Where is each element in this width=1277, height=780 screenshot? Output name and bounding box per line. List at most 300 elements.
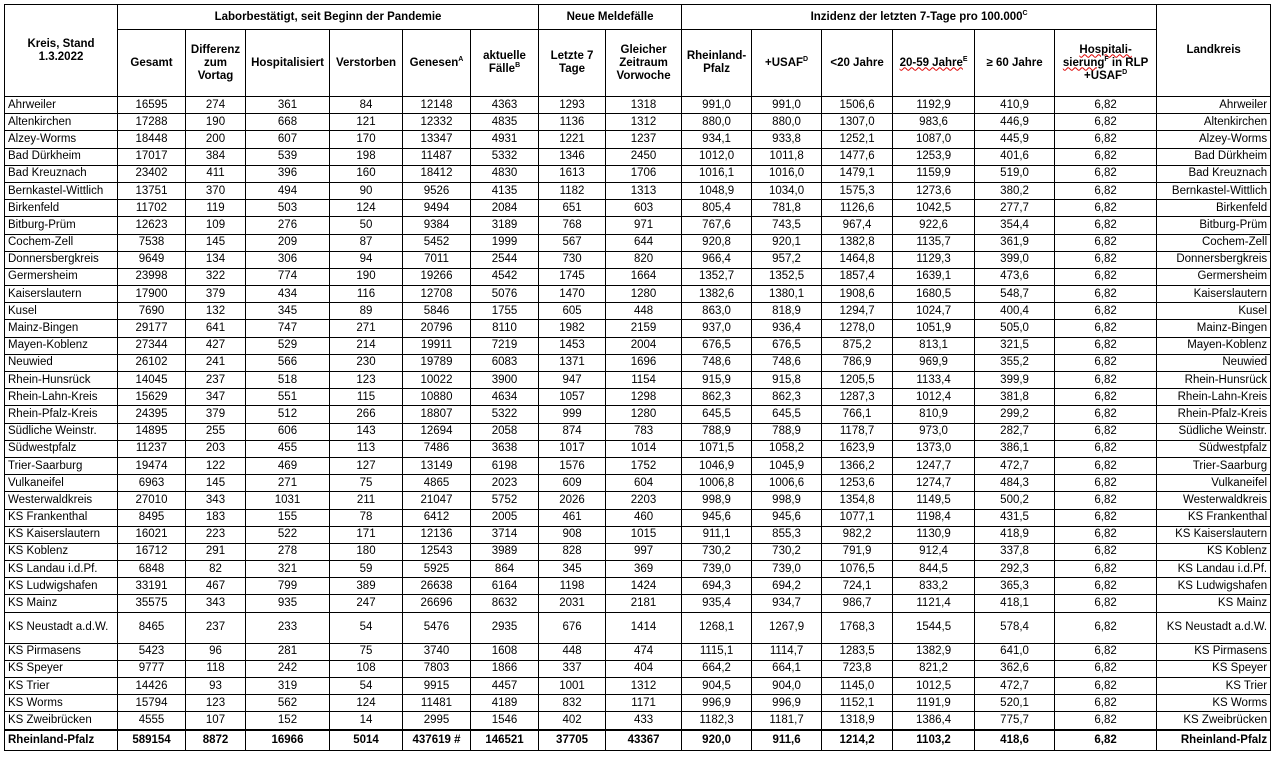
inzidenz-20-59-cell: 1198,4 — [893, 509, 975, 526]
inzidenz-rlp-cell: 991,0 — [682, 97, 752, 114]
hospitalisiert-cell: 455 — [246, 440, 330, 457]
inzidenz-unter-20-cell: 1077,1 — [822, 509, 893, 526]
landkreis-cell: Kusel — [1157, 303, 1271, 320]
inzidenz-20-59-cell: 1273,6 — [893, 182, 975, 199]
gesamt-cell: 33191 — [118, 578, 186, 595]
inzidenz-20-59-cell: 1159,9 — [893, 165, 975, 182]
inzidenz-ab-60-cell: 362,6 — [975, 660, 1055, 677]
inzidenz-unter-20-cell: 1205,5 — [822, 372, 893, 389]
letzte-7-tage-cell: 1371 — [539, 354, 606, 371]
letzte-7-tage-cell: 2026 — [539, 492, 606, 509]
inzidenz-usaf-cell: 991,0 — [752, 97, 822, 114]
hospitalisiert-cell: 396 — [246, 165, 330, 182]
inzidenz-usaf-cell: 1011,8 — [752, 148, 822, 165]
verstorben-cell: 113 — [330, 440, 403, 457]
gesamt-cell: 8495 — [118, 509, 186, 526]
table-row — [5, 578, 1271, 595]
hospitalisiert-cell: 551 — [246, 389, 330, 406]
landkreis-cell: KS Speyer — [1157, 660, 1271, 677]
kreis-cell: KS Neustadt a.d.W. — [5, 612, 118, 643]
inzidenz-ab-60-cell: 418,6 — [975, 730, 1055, 751]
genesen-cell: 13149 — [403, 457, 471, 474]
hospitalisierung-cell: 6,82 — [1055, 182, 1157, 199]
inzidenz-ab-60-cell: 361,9 — [975, 234, 1055, 251]
differenz-cell: 145 — [186, 475, 246, 492]
letzte-7-tage-cell: 832 — [539, 695, 606, 712]
hospitalisiert-cell: 278 — [246, 543, 330, 560]
inzidenz-20-59-cell: 1133,4 — [893, 372, 975, 389]
differenz-cell: 8872 — [186, 730, 246, 751]
gleicher-zeitraum-cell: 644 — [606, 234, 682, 251]
inzidenz-usaf-cell: 933,8 — [752, 131, 822, 148]
inzidenz-unter-20-cell: 1126,6 — [822, 200, 893, 217]
gleicher-zeitraum-cell: 1298 — [606, 389, 682, 406]
kreis-cell: Rhein-Pfalz-Kreis — [5, 406, 118, 423]
genesen-cell: 5476 — [403, 612, 471, 643]
inzidenz-20-59-cell: 1192,9 — [893, 97, 975, 114]
letzte-7-tage-cell: 1470 — [539, 286, 606, 303]
verstorben-cell: 271 — [330, 320, 403, 337]
hospitalisiert-cell: 16966 — [246, 730, 330, 751]
inzidenz-ab-60-cell: 641,0 — [975, 643, 1055, 660]
differenz-cell: 255 — [186, 423, 246, 440]
inzidenz-rlp-cell: 904,5 — [682, 678, 752, 695]
verstorben-cell: 170 — [330, 131, 403, 148]
inzidenz-rlp-cell: 1046,9 — [682, 457, 752, 474]
inzidenz-rlp-cell: 920,8 — [682, 234, 752, 251]
inzidenz-ab-60-cell: 365,3 — [975, 578, 1055, 595]
differenz-cell: 119 — [186, 200, 246, 217]
hospitalisierung-cell: 6,82 — [1055, 320, 1157, 337]
inzidenz-unter-20-cell: 1214,2 — [822, 730, 893, 751]
hospitalisiert-cell: 469 — [246, 457, 330, 474]
gleicher-zeitraum-cell: 1414 — [606, 612, 682, 643]
inzidenz-ab-60-cell: 401,6 — [975, 148, 1055, 165]
letzte-7-tage-cell: 908 — [539, 526, 606, 543]
inzidenz-rlp-cell: 935,4 — [682, 595, 752, 612]
differenz-header: Differenz zum Vortag — [186, 30, 246, 97]
kreis-cell: Bad Dürkheim — [5, 148, 118, 165]
hospitalisiert-cell: 152 — [246, 712, 330, 730]
table-row — [5, 114, 1271, 131]
landkreis-cell: Rhein-Lahn-Kreis — [1157, 389, 1271, 406]
neue-meldefaelle-group-header: Neue Meldefälle — [539, 5, 682, 30]
inzidenz-ab-60-cell: 381,8 — [975, 389, 1055, 406]
inzidenz-usaf-cell: 730,2 — [752, 543, 822, 560]
differenz-cell: 237 — [186, 372, 246, 389]
differenz-cell: 82 — [186, 561, 246, 578]
kreis-cell: KS Trier — [5, 678, 118, 695]
differenz-cell: 347 — [186, 389, 246, 406]
hospitalisiert-cell: 276 — [246, 217, 330, 234]
differenz-cell: 467 — [186, 578, 246, 595]
verstorben-cell: 124 — [330, 695, 403, 712]
inzidenz-unter-20-cell: 1252,1 — [822, 131, 893, 148]
verstorben-cell: 84 — [330, 97, 403, 114]
inzidenz-rlp-cell: 1382,6 — [682, 286, 752, 303]
kreis-cell: KS Ludwigshafen — [5, 578, 118, 595]
hospitalisiert-cell: 494 — [246, 182, 330, 199]
differenz-cell: 343 — [186, 492, 246, 509]
kreis-header: Kreis, Stand 1.3.2022 — [5, 5, 118, 97]
inzidenz-rlp-cell: 863,0 — [682, 303, 752, 320]
aktuelle-faelle-cell: 4634 — [471, 389, 539, 406]
aktuelle-faelle-cell: 864 — [471, 561, 539, 578]
gleicher-zeitraum-cell: 971 — [606, 217, 682, 234]
gleicher-zeitraum-cell: 1014 — [606, 440, 682, 457]
letzte-7-tage-cell: 676 — [539, 612, 606, 643]
inzidenz-ab-60-cell: 472,7 — [975, 678, 1055, 695]
landkreis-cell: Trier-Saarburg — [1157, 457, 1271, 474]
hospitalisierung-cell: 6,82 — [1055, 457, 1157, 474]
gesamt-cell: 15629 — [118, 389, 186, 406]
genesen-cell: 12136 — [403, 526, 471, 543]
inzidenz-unter-20-cell: 1145,0 — [822, 678, 893, 695]
gleicher-zeitraum-cell: 448 — [606, 303, 682, 320]
verstorben-cell: 190 — [330, 268, 403, 285]
table-row — [5, 423, 1271, 440]
inzidenz-usaf-cell: 739,0 — [752, 561, 822, 578]
aktuelle-faelle-cell: 3900 — [471, 372, 539, 389]
gleicher-zeitraum-cell: 43367 — [606, 730, 682, 751]
table-row — [5, 354, 1271, 371]
differenz-cell: 379 — [186, 406, 246, 423]
aktuelle-faelle-cell: 5322 — [471, 406, 539, 423]
kreis-cell: Mainz-Bingen — [5, 320, 118, 337]
gesamt-cell: 16595 — [118, 97, 186, 114]
inzidenz-20-59-cell: 1253,9 — [893, 148, 975, 165]
inzidenz-usaf-cell: 862,3 — [752, 389, 822, 406]
inzidenz-20-59-cell: 1247,7 — [893, 457, 975, 474]
inzidenz-rlp-cell: 730,2 — [682, 543, 752, 560]
table-row — [5, 543, 1271, 560]
verstorben-cell: 230 — [330, 354, 403, 371]
hospitalisierung-cell: 6,82 — [1055, 678, 1157, 695]
kreis-cell: Rheinland-Pfalz — [5, 730, 118, 751]
genesen-cell: 12332 — [403, 114, 471, 131]
inzidenz-ab-60-cell: 386,1 — [975, 440, 1055, 457]
verstorben-header: Verstorben — [330, 30, 403, 97]
verstorben-cell: 180 — [330, 543, 403, 560]
inzidenz-usaf-cell: 936,4 — [752, 320, 822, 337]
inzidenz-usaf-cell: 920,1 — [752, 234, 822, 251]
gesamt-cell: 11237 — [118, 440, 186, 457]
hospitalisiert-cell: 209 — [246, 234, 330, 251]
hospitalisierung-cell: 6,82 — [1055, 561, 1157, 578]
gleicher-zeitraum-cell: 997 — [606, 543, 682, 560]
table-row — [5, 234, 1271, 251]
kreis-cell: Rhein-Hunsrück — [5, 372, 118, 389]
aktuelle-faelle-cell: 5076 — [471, 286, 539, 303]
inzidenz-unter-20-cell: 724,1 — [822, 578, 893, 595]
inzidenz-ab-60-cell: 292,3 — [975, 561, 1055, 578]
hospitalisierung-cell: 6,82 — [1055, 165, 1157, 182]
gesamt-cell: 35575 — [118, 595, 186, 612]
letzte-7-tage-cell: 1576 — [539, 457, 606, 474]
inzidenz-unter-20-cell: 723,8 — [822, 660, 893, 677]
inzidenz-20-59-cell: 969,9 — [893, 354, 975, 371]
aktuelle-faelle-cell: 3989 — [471, 543, 539, 560]
inzidenz-unter-20-cell: 1464,8 — [822, 251, 893, 268]
inzidenz-20-59-cell: 1012,4 — [893, 389, 975, 406]
kreis-cell: KS Frankenthal — [5, 509, 118, 526]
differenz-cell: 427 — [186, 337, 246, 354]
letzte-7-tage-cell: 1293 — [539, 97, 606, 114]
verstorben-cell: 5014 — [330, 730, 403, 751]
letzte-7-tage-cell: 37705 — [539, 730, 606, 751]
kreis-cell: Rhein-Lahn-Kreis — [5, 389, 118, 406]
hospitalisiert-cell: 529 — [246, 337, 330, 354]
inzidenz-rlp-cell: 1016,1 — [682, 165, 752, 182]
verstorben-cell: 121 — [330, 114, 403, 131]
letzte-7-tage-cell: 1017 — [539, 440, 606, 457]
genesen-cell: 18412 — [403, 165, 471, 182]
inzidenz-20-59-cell: 1191,9 — [893, 695, 975, 712]
inzidenz-20-59-cell: 973,0 — [893, 423, 975, 440]
inzidenz-rlp-cell: 1115,1 — [682, 643, 752, 660]
kreis-cell: Altenkirchen — [5, 114, 118, 131]
inzidenz-rlp-cell: 1071,5 — [682, 440, 752, 457]
hospitalisierung-cell: 6,82 — [1055, 712, 1157, 730]
genesen-cell: 9384 — [403, 217, 471, 234]
genesen-cell: 9526 — [403, 182, 471, 199]
inzidenz-unter-20-cell: 1178,7 — [822, 423, 893, 440]
table-row — [5, 595, 1271, 612]
aktuelle-faelle-cell: 3714 — [471, 526, 539, 543]
inzidenz-usaf-cell: 748,6 — [752, 354, 822, 371]
inzidenz-ab-60-cell: 299,2 — [975, 406, 1055, 423]
inzidenz-rlp-cell: 676,5 — [682, 337, 752, 354]
gleicher-zeitraum-cell: 1318 — [606, 97, 682, 114]
inzidenz-usaf-cell: 1058,2 — [752, 440, 822, 457]
table-row — [5, 337, 1271, 354]
hospitalisierung-cell: 6,82 — [1055, 492, 1157, 509]
inzidenz-20-59-cell: 1087,0 — [893, 131, 975, 148]
genesen-cell: 5846 — [403, 303, 471, 320]
gesamt-cell: 16021 — [118, 526, 186, 543]
inzidenz-rlp-cell: 915,9 — [682, 372, 752, 389]
kreis-cell: Donnersbergkreis — [5, 251, 118, 268]
verstorben-cell: 116 — [330, 286, 403, 303]
kreis-cell: KS Worms — [5, 695, 118, 712]
table-row — [5, 286, 1271, 303]
gleicher-zeitraum-cell: 783 — [606, 423, 682, 440]
aktuelle-faelle-cell: 2544 — [471, 251, 539, 268]
inzidenz-unter-20-cell: 1152,1 — [822, 695, 893, 712]
gesamt-cell: 23998 — [118, 268, 186, 285]
hospitalisierung-cell: 6,82 — [1055, 97, 1157, 114]
inzidenz-20-59-cell: 1135,7 — [893, 234, 975, 251]
inzidenz-usaf-cell: 1267,9 — [752, 612, 822, 643]
hospitalisiert-cell: 503 — [246, 200, 330, 217]
inzidenz-usaf-cell: 1352,5 — [752, 268, 822, 285]
inzidenz-unter-20-cell: 791,9 — [822, 543, 893, 560]
letzte-7-tage-cell: 651 — [539, 200, 606, 217]
genesen-cell: 3740 — [403, 643, 471, 660]
inzidenz-20-59-cell: 1103,2 — [893, 730, 975, 751]
verstorben-cell: 247 — [330, 595, 403, 612]
gleicher-zeitraum-cell: 1237 — [606, 131, 682, 148]
letzte-7-tage-cell: 461 — [539, 509, 606, 526]
inzidenz-rlp-header: Rheinland-Pfalz — [682, 30, 752, 97]
aktuelle-faelle-cell: 6198 — [471, 457, 539, 474]
genesen-cell: 13347 — [403, 131, 471, 148]
letzte-7-tage-cell: 567 — [539, 234, 606, 251]
letzte-7-tage-header: Letzte 7 Tage — [539, 30, 606, 97]
gleicher-zeitraum-cell: 1154 — [606, 372, 682, 389]
landkreis-cell: KS Pirmasens — [1157, 643, 1271, 660]
inzidenz-20-59-cell: 1121,4 — [893, 595, 975, 612]
inzidenz-unter-20-cell: 1287,3 — [822, 389, 893, 406]
kreis-cell: Trier-Saarburg — [5, 457, 118, 474]
inzidenz-usaf-cell: 911,6 — [752, 730, 822, 751]
landkreis-header: Landkreis — [1157, 5, 1271, 97]
verstorben-cell: 211 — [330, 492, 403, 509]
inzidenz-20-59-cell: 1386,4 — [893, 712, 975, 730]
letzte-7-tage-cell: 768 — [539, 217, 606, 234]
landkreis-cell: Cochem-Zell — [1157, 234, 1271, 251]
genesen-cell: 26696 — [403, 595, 471, 612]
inzidenz-usaf-cell: 904,0 — [752, 678, 822, 695]
inzidenz-ab-60-cell: 355,2 — [975, 354, 1055, 371]
kreis-cell: KS Koblenz — [5, 543, 118, 560]
gleicher-zeitraum-header: Gleicher Zeitraum Vorwoche — [606, 30, 682, 97]
hospitalisiert-header: Hospitalisiert — [246, 30, 330, 97]
hospitalisiert-cell: 539 — [246, 148, 330, 165]
inzidenz-rlp-cell: 937,0 — [682, 320, 752, 337]
gesamt-cell: 9649 — [118, 251, 186, 268]
inzidenz-ab-60-cell: 400,4 — [975, 303, 1055, 320]
hospitalisiert-cell: 774 — [246, 268, 330, 285]
inzidenz-20-59-cell: 1382,9 — [893, 643, 975, 660]
gesamt-cell: 14895 — [118, 423, 186, 440]
inzidenz-rlp-cell: 998,9 — [682, 492, 752, 509]
hospitalisiert-cell: 1031 — [246, 492, 330, 509]
inzidenz-rlp-cell: 739,0 — [682, 561, 752, 578]
table-row — [5, 251, 1271, 268]
genesen-cell: 20796 — [403, 320, 471, 337]
genesen-cell: 12543 — [403, 543, 471, 560]
letzte-7-tage-cell: 345 — [539, 561, 606, 578]
landkreis-cell: KS Kaiserslautern — [1157, 526, 1271, 543]
verstorben-cell: 127 — [330, 457, 403, 474]
gesamt-cell: 16712 — [118, 543, 186, 560]
table-row — [5, 660, 1271, 677]
table-row — [5, 712, 1271, 730]
hospitalisierung-cell: 6,82 — [1055, 595, 1157, 612]
inzidenz-usaf-cell: 788,9 — [752, 423, 822, 440]
aktuelle-faelle-cell: 7219 — [471, 337, 539, 354]
gesamt-cell: 23402 — [118, 165, 186, 182]
differenz-cell: 241 — [186, 354, 246, 371]
gleicher-zeitraum-cell: 604 — [606, 475, 682, 492]
gesamt-cell: 17017 — [118, 148, 186, 165]
verstorben-cell: 90 — [330, 182, 403, 199]
aktuelle-faelle-cell: 4830 — [471, 165, 539, 182]
header-column-row — [5, 30, 1271, 97]
differenz-cell: 203 — [186, 440, 246, 457]
hospitalisierung-cell: 6,82 — [1055, 251, 1157, 268]
gesamt-cell: 14426 — [118, 678, 186, 695]
aktuelle-faelle-header: aktuelle Fälle$^B$ — [471, 30, 539, 97]
inzidenz-usaf-cell: 880,0 — [752, 114, 822, 131]
verstorben-cell: 160 — [330, 165, 403, 182]
table-row — [5, 148, 1271, 165]
gesamt-cell: 18448 — [118, 131, 186, 148]
genesen-cell: 7486 — [403, 440, 471, 457]
gesamt-cell: 589154 — [118, 730, 186, 751]
inzidenz-rlp-cell: 862,3 — [682, 389, 752, 406]
inzidenz-usaf-cell: 818,9 — [752, 303, 822, 320]
landkreis-cell: Westerwaldkreis — [1157, 492, 1271, 509]
aktuelle-faelle-cell: 4542 — [471, 268, 539, 285]
kreis-cell: Kusel — [5, 303, 118, 320]
genesen-cell: 21047 — [403, 492, 471, 509]
kreis-cell: Südwestpfalz — [5, 440, 118, 457]
aktuelle-faelle-cell: 2935 — [471, 612, 539, 643]
hospitalisiert-cell: 242 — [246, 660, 330, 677]
inzidenz-ab-60-cell: 282,7 — [975, 423, 1055, 440]
differenz-cell: 122 — [186, 457, 246, 474]
inzidenz-usaf-cell: 915,8 — [752, 372, 822, 389]
genesen-cell: 5452 — [403, 234, 471, 251]
hospitalisierung-cell: 6,82 — [1055, 612, 1157, 643]
aktuelle-faelle-cell: 2084 — [471, 200, 539, 217]
hospitalisiert-cell: 566 — [246, 354, 330, 371]
inzidenz-usaf-header: $+USAF^D$ — [752, 30, 822, 97]
hospitalisiert-cell: 345 — [246, 303, 330, 320]
letzte-7-tage-cell: 730 — [539, 251, 606, 268]
total-row — [5, 730, 1271, 751]
genesen-cell: 437619 # — [403, 730, 471, 751]
inzidenz-usaf-cell: 1006,6 — [752, 475, 822, 492]
table-row — [5, 217, 1271, 234]
table-row — [5, 200, 1271, 217]
header-group-row — [5, 5, 1271, 30]
verstorben-cell: 54 — [330, 612, 403, 643]
gleicher-zeitraum-cell: 1706 — [606, 165, 682, 182]
inzidenz-usaf-cell: 694,2 — [752, 578, 822, 595]
inzidenz-usaf-cell: 781,8 — [752, 200, 822, 217]
gesamt-cell: 26102 — [118, 354, 186, 371]
aktuelle-faelle-cell: 2023 — [471, 475, 539, 492]
gesamt-cell: 5423 — [118, 643, 186, 660]
gleicher-zeitraum-cell: 2004 — [606, 337, 682, 354]
table-row — [5, 643, 1271, 660]
verstorben-cell: 75 — [330, 643, 403, 660]
inzidenz-unter-20-cell: 1076,5 — [822, 561, 893, 578]
hospitalisierung-cell: 6,82 — [1055, 131, 1157, 148]
inzidenz-unter-20-cell: 1382,8 — [822, 234, 893, 251]
table-row — [5, 165, 1271, 182]
hospitalisierung-cell: 6,82 — [1055, 286, 1157, 303]
kreis-cell: Ahrweiler — [5, 97, 118, 114]
landkreis-cell: Germersheim — [1157, 268, 1271, 285]
gleicher-zeitraum-cell: 2450 — [606, 148, 682, 165]
table-row — [5, 678, 1271, 695]
letzte-7-tage-cell: 402 — [539, 712, 606, 730]
aktuelle-faelle-cell: 5332 — [471, 148, 539, 165]
verstorben-cell: 59 — [330, 561, 403, 578]
inzidenz-unter-20-cell: 766,1 — [822, 406, 893, 423]
landkreis-cell: Rheinland-Pfalz — [1157, 730, 1271, 751]
landkreis-cell: KS Koblenz — [1157, 543, 1271, 560]
gleicher-zeitraum-cell: 1664 — [606, 268, 682, 285]
verstorben-cell: 214 — [330, 337, 403, 354]
inzidenz-usaf-cell: 855,3 — [752, 526, 822, 543]
inzidenz-usaf-cell: 1181,7 — [752, 712, 822, 730]
aktuelle-faelle-cell: 1608 — [471, 643, 539, 660]
